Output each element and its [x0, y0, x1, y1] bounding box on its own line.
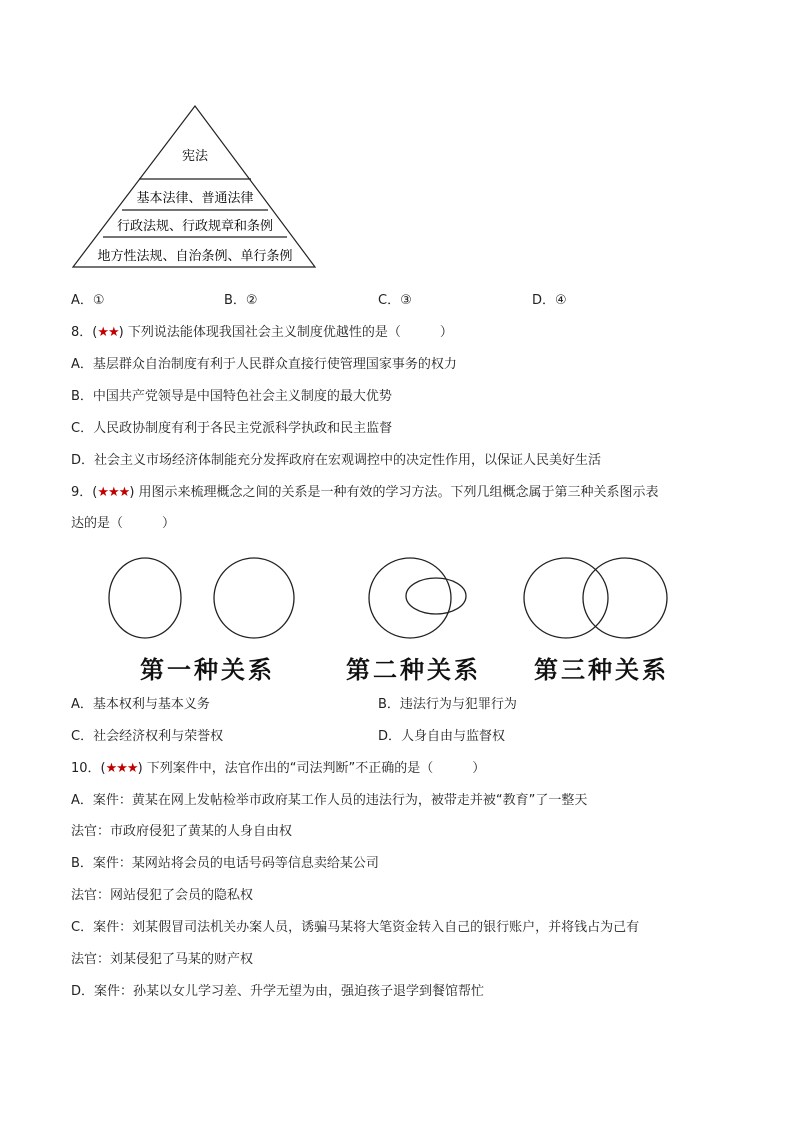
q8-stem	[71, 324, 453, 342]
q9-number: 9．(	[71, 485, 98, 500]
q9-stem	[71, 484, 659, 502]
q9-option-a: A．基本权利与基本义务	[71, 697, 210, 712]
q10-line-d-case: D．案件：孙某以女儿学习差、升学无望为由，强迫孩子退学到餐馆帮忙	[71, 984, 485, 999]
q9-option-d: D．人身自由与监督权	[378, 729, 506, 744]
q9-option-c: C．社会经济权利与荣誉权	[71, 729, 224, 744]
q9-option-b: B．违法行为与犯罪行为	[378, 697, 517, 712]
relation-2-label: 第二种关系	[346, 655, 481, 684]
relation-2-circle-outer	[369, 558, 451, 638]
q10-stem-text: ) 下列案件中，法官作出的“司法判断”不正确的是（ ）	[137, 761, 486, 776]
q7-option-c: C．③	[378, 293, 412, 308]
relationship-diagrams	[100, 550, 700, 650]
q10-line-a-judge: 法官：市政府侵犯了黄某的人身自由权	[71, 824, 293, 839]
q8-option-a: A．基层群众自治制度有利于人民群众直接行使管理国家事务的权力	[71, 357, 457, 372]
q8-option-b: B．中国共产党领导是中国特色社会主义制度的最大优势	[71, 389, 392, 404]
q10-line-a-case: A．案件：黄某在网上发帖检举市政府某工作人员的违法行为，被带走并被“教育”了一整天	[71, 793, 588, 808]
q10-line-c-judge: 法官：刘某侵犯了马某的财产权	[71, 952, 254, 967]
q10-line-c-case: C．案件：刘某假冒司法机关办案人员，诱骗马某将大笔资金转入自己的银行账户，并将钱占为己有	[71, 920, 640, 935]
q7-option-d: D．④	[532, 293, 567, 308]
relation-2-circle-inner	[406, 578, 466, 614]
difficulty-stars: ★★	[97, 325, 119, 340]
relation-3-label: 第三种关系	[534, 655, 669, 684]
q10-number: 10．(	[71, 761, 106, 776]
relation-3-circle-b	[583, 558, 667, 638]
pyramid-level-1: 宪法	[181, 149, 209, 164]
q7-option-a: A．①	[71, 293, 105, 308]
q8-option-c: C．人民政协制度有利于各民主党派科学执政和民主监督	[71, 421, 393, 436]
law-hierarchy-pyramid	[70, 103, 320, 273]
q10-line-b-case: B．案件：某网站将会员的电话号码等信息卖给某公司	[71, 856, 379, 871]
q8-option-d: D．社会主义市场经济体制能充分发挥政府在宏观调控中的决定性作用，以保证人民美好生活	[71, 453, 602, 468]
relation-1-circle-a	[109, 558, 181, 638]
difficulty-stars: ★★★	[97, 485, 130, 500]
q8-stem-text: ) 下列说法能体现我国社会主义制度优越性的是（ ）	[118, 325, 453, 340]
pyramid-level-4: 地方性法规、自治条例、单行条例	[97, 249, 293, 264]
relation-1-circle-b	[214, 558, 294, 638]
q7-option-b: B．②	[224, 293, 258, 308]
pyramid-level-3: 行政法规、行政规章和条例	[116, 219, 274, 234]
q9-stem-continued: 达的是（ ）	[71, 516, 176, 531]
pyramid-level-2: 基本法律、普通法律	[136, 191, 254, 206]
difficulty-stars: ★★★	[105, 761, 138, 776]
relation-1-label: 第一种关系	[140, 655, 275, 684]
q8-number: 8．(	[71, 325, 98, 340]
q10-stem	[71, 760, 485, 778]
q9-stem-text: ) 用图示来梳理概念之间的关系是一种有效的学习方法。下列几组概念属于第三种关系图示表	[129, 485, 659, 500]
q10-line-b-judge: 法官：网站侵犯了会员的隐私权	[71, 888, 254, 903]
